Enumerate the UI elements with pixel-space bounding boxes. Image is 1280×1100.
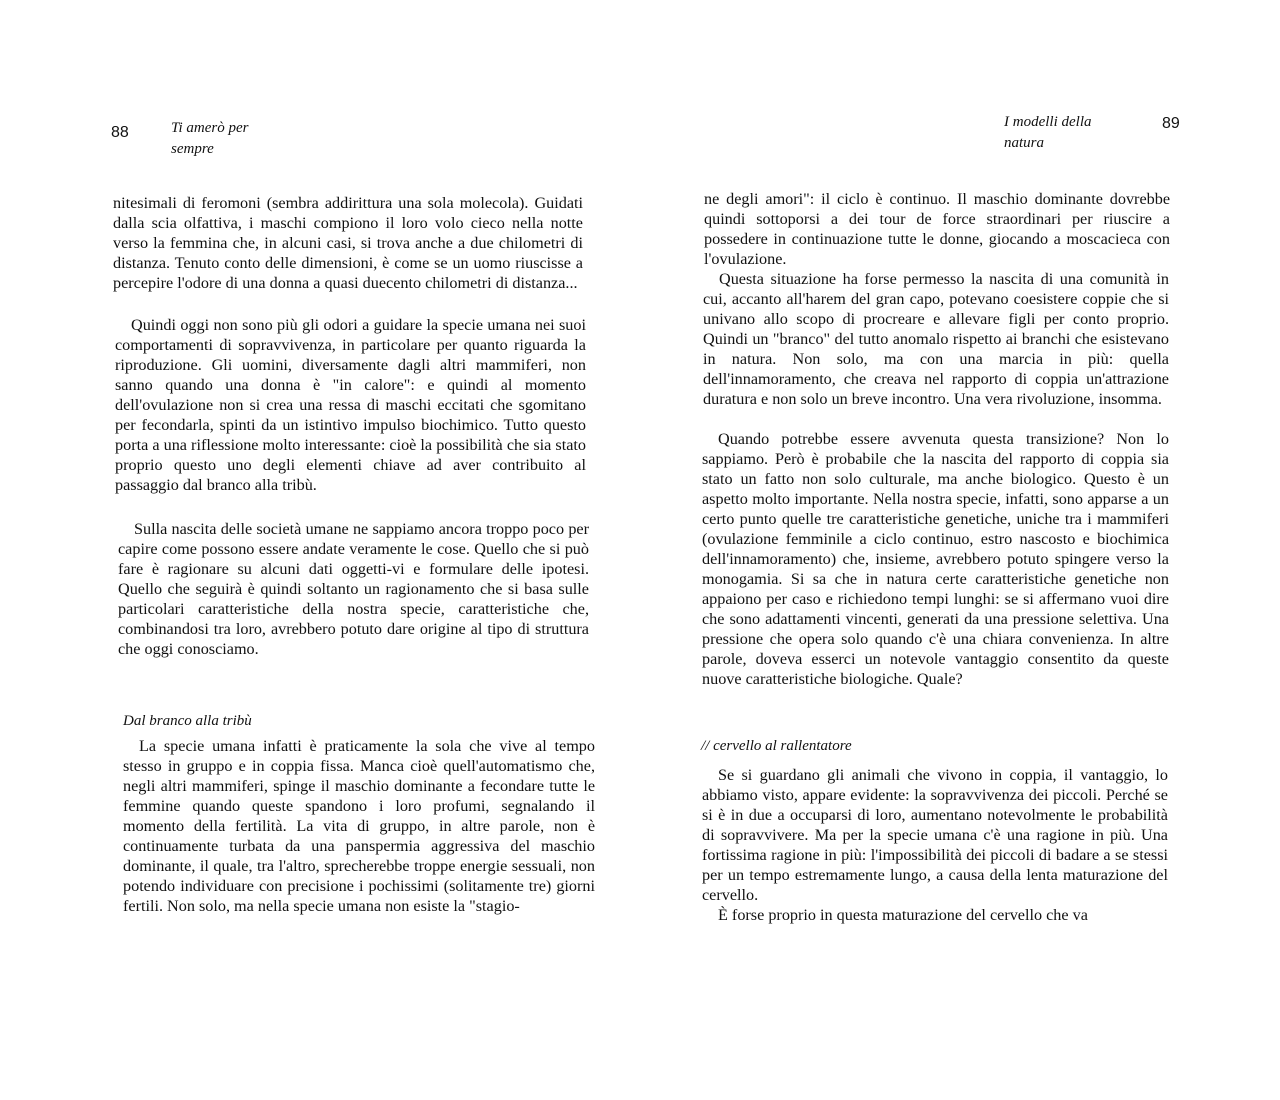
right-body-top (704, 189, 1170, 269)
right-section-body (702, 765, 1168, 925)
section-title-right: // cervello al rallentatore (701, 738, 852, 754)
paragraph: Questa situazione ha forse permesso la nascita di una comunità in cui, accanto all'harem del gran capo, potevano coesistere coppie che si univano allo scopo di procreare e allevare figli per conto proprio. Quindi un "branco" del tutto anomalo rispetto ai branchi che esistevano in natura. Non solo, ma con una marcia in più: quella dell'innamoramento, che creava nel rapporto di coppia un'attrazione duratura e non solo un breve incontro. Una vera rivoluzione, insomma. (703, 270, 1169, 408)
left-body-middle (115, 315, 586, 495)
page-number-right: 89 (1162, 115, 1180, 132)
running-head-left: Ti amerò per sempre (171, 120, 249, 157)
left-body-top (113, 193, 583, 293)
right-body-middle (703, 269, 1169, 409)
running-head-right: I modelli della natura (1004, 114, 1092, 151)
right-page (640, 0, 1280, 1100)
paragraph: nitesimali di feromoni (sembra addirittura una sola molecola). Guidati dalla scia olfattiva, i maschi compiono il loro volo cieco nella notte verso la femmina che, in alcuni casi, si trova anche a due chilometri di distanza. Tenuto conto delle dimensioni, è come se un uomo riuscisse a percepire l'odore di una donna a quasi duecento chilometri di distanza... (113, 194, 583, 292)
paragraph: La specie umana infatti è praticamente la sola che vive al tempo stesso in gruppo e in coppia fissa. Manca cioè quell'automatismo che, negli altri mammiferi, spinge il maschio dominante a fecondare tutte le femmine quando queste spandono i loro profumi, segnalando il momento della fertilità. La vita di gruppo, in altre parole, non è continuamente turbata da una panspermia aggressiva del maschio dominante, il quale, tra l'altro, sprecherebbe troppe energie sessuali, non potendo individuare con precisione i pochissimi (solitamente tre) giorni fertili. Non solo, ma nella specie umana non esiste la "stagio- (123, 737, 595, 915)
left-section-body (123, 736, 595, 916)
paragraph: Sulla nascita delle società umane ne sappiamo ancora troppo poco per capire come possono essere andate veramente le cose. Quello che si può fare è ragionare su alcuni dati oggetti-vi e formulare delle ipotesi. Quello che seguirà è quindi soltanto un ragionamento che si basa sulle particolari caratteristiche della nostra specie, caratteristiche che, combinandosi tra loro, avrebbero potuto dare origine al tipo di struttura che oggi conosciamo. (118, 520, 589, 658)
paragraph: Quindi oggi non sono più gli odori a guidare la specie umana nei suoi comportamenti di sopravvivenza, in particolare per quanto riguarda la riproduzione. Gli uomini, diversamente dagli altri mammiferi, non sanno quando una donna è "in calore": e quindi al momento dell'ovulazione non si crea una ressa di maschi eccitati che sgomitano per fecondarla, spinti da un istintivo impulso biochimico. Tutto questo porta a una riflessione molto interessante: cioè la possibilità che sia stato proprio questo uno degli elementi chiave ad aver contribuito al passaggio dal branco alla tribù. (115, 316, 586, 494)
paragraph: È forse proprio in questa maturazione del cervello che va (718, 906, 1088, 924)
right-body-lower (702, 429, 1169, 689)
section-title-left: Dal branco alla tribù (123, 713, 252, 729)
paragraph: Quando potrebbe essere avvenuta questa transizione? Non lo sappiamo. Però è probabile che la nascita del rapporto di coppia sia stato un fatto non solo culturale, ma anche biologico. Questo è un aspetto molto importante. Nella nostra specie, infatti, sono apparse a un certo punto quelle tre caratteristiche genetiche, uniche tra i mammiferi (ovulazione femminile a ciclo continuo, estro nascosto e biochimica dell'innamoramento) che, insieme, avrebbero potuto spingere verso la monogamia. Si sa che in natura certe caratteristiche genetiche non appaiono per caso e richiedono tempi lunghi: se si affermano vuoi dire che sono adattamenti vincenti, generati da una pressione selettiva. Una pressione che opera solo quando c'è una chiara convenienza. In altre parole, doveva esserci un notevole vantaggio consentito da queste nuove caratteristiche biologiche. Quale? (702, 430, 1169, 688)
paragraph: ne degli amori": il ciclo è continuo. Il maschio dominante dovrebbe quindi sottoporsi a dei tour de force straordinari per riuscire a possedere in continuazione tutte le donne, giocando a moscacieca con l'ovulazione. (704, 190, 1170, 268)
page-number-left: 88 (111, 124, 129, 141)
paragraph: Se si guardano gli animali che vivono in coppia, il vantaggio, lo abbiamo visto, appare evidente: la sopravvivenza dei piccoli. Perché se si è in due a occuparsi di loro, aumentano notevolmente le probabilità di sopravvivere. Ma per la specie umana c'è una ragione in più. Una fortissima ragione in più: l'impossibilità dei piccoli di badare a se stessi per un tempo estremamente lungo, a causa della lenta maturazione del cervello. (702, 766, 1168, 904)
left-body-lower (118, 519, 589, 659)
